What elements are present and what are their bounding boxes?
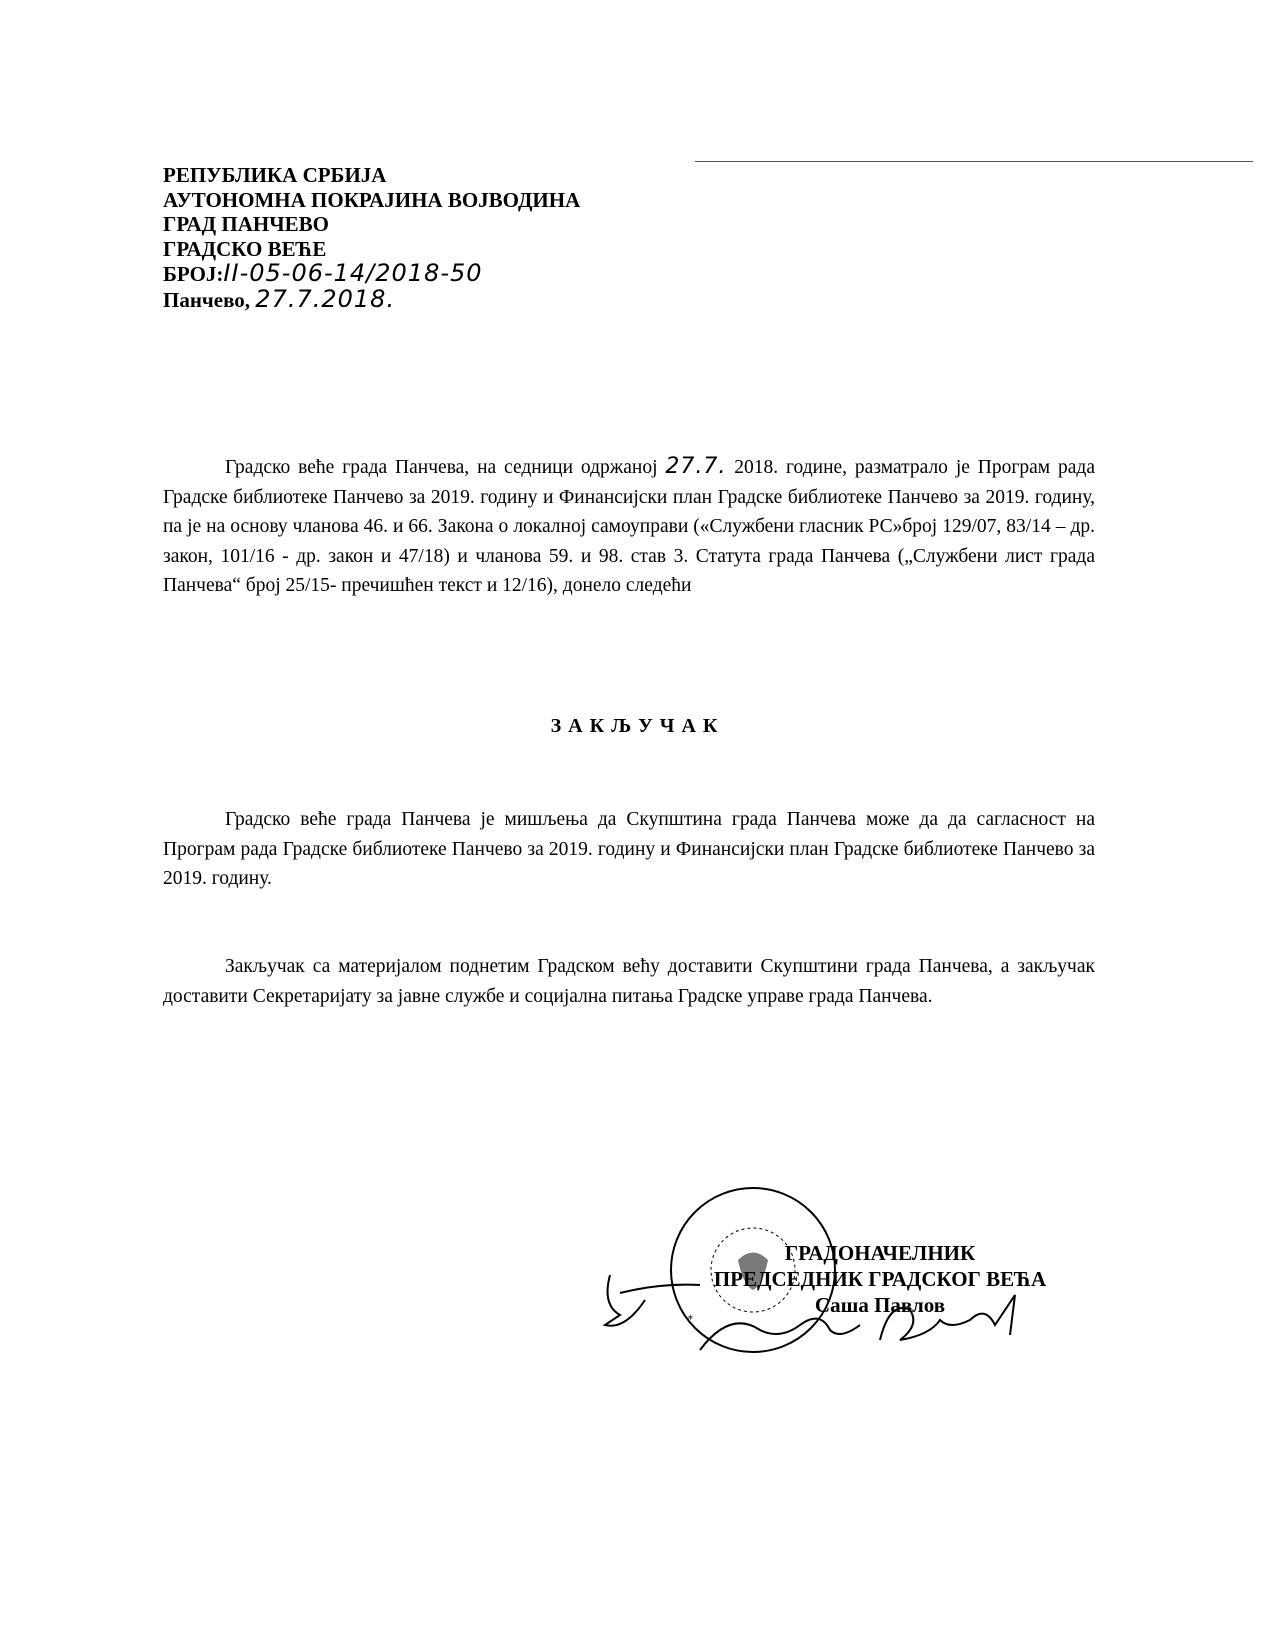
header-province: АУТОНОМНА ПОКРАЈИНА ВОЈВОДИНА [163,187,581,212]
intro-paragraph [163,452,1095,601]
number-label: БРОЈ: [163,262,224,286]
svg-text:*: * [685,1312,700,1324]
conclusion-text: Градско веће града Панчева је мишљења да Скупштина града Панчева може да да сагласност на Програм рада Градске библиотеке Панчево за 2019. годину и Финансијски план Градске библиотеке Панчево за 2019. годину. [163,809,1095,889]
place-label: Панчево, [163,287,251,312]
header-council: ГРАДСКО ВЕЋЕ [163,236,327,261]
conclusion-paragraph [163,805,1095,894]
header-number [163,261,580,287]
handwritten-session-date: 27.7. [665,454,727,479]
document-title: ЗАКЉУЧАК [550,715,725,737]
signatory-title-mayor: ГРАДОНАЧЕЛНИК [784,1241,976,1265]
scan-edge-line [695,161,1253,162]
handwritten-number: II-05-06-14/2018-50 [223,259,483,287]
intro-text-2: 2018. године, разматрало је Програм рада Градске библиотеке Панчево за 2019. годину и Финансијски план Градске библиотеке Панчево за 2019. годину, па је на основу чланова 46. и 66. Закона о локалној самоуправи («Службени гласник РС»број 129/07, 83/14 – др. закон, 101/16 - др. закон и 47/18) и чланова 59. и 98. став 3. Статута града Панчева („Службени лист града Панчева“ број 25/15- пречишћен текст и 12/16), донело следећи [163,457,1095,596]
signatory-title-president: ПРЕДСЕДНИК ГРАДСКОГ ВЕЋА [713,1267,1047,1291]
header-city: ГРАД ПАНЧЕВО [163,212,329,236]
delivery-paragraph [163,952,1095,1011]
handwritten-date: 27.7.2018. [255,284,396,313]
document-header [163,163,580,312]
delivery-text: Закључак са материјалом поднетим Градском већу доставити Скупштини града Панчева, а закључак доставити Секретаријату за јавне службе и социјална питања Градске управе града Панчева. [163,956,1095,1007]
handwritten-signature [590,1255,1070,1365]
signatory-name: Саша Павлов [814,1293,946,1317]
header-republic: РЕПУБЛИКА СРБИЈА [163,163,387,187]
header-place-date [163,284,580,313]
intro-text-1: Градско веће града Панчева, на седници одржаној [225,457,666,478]
